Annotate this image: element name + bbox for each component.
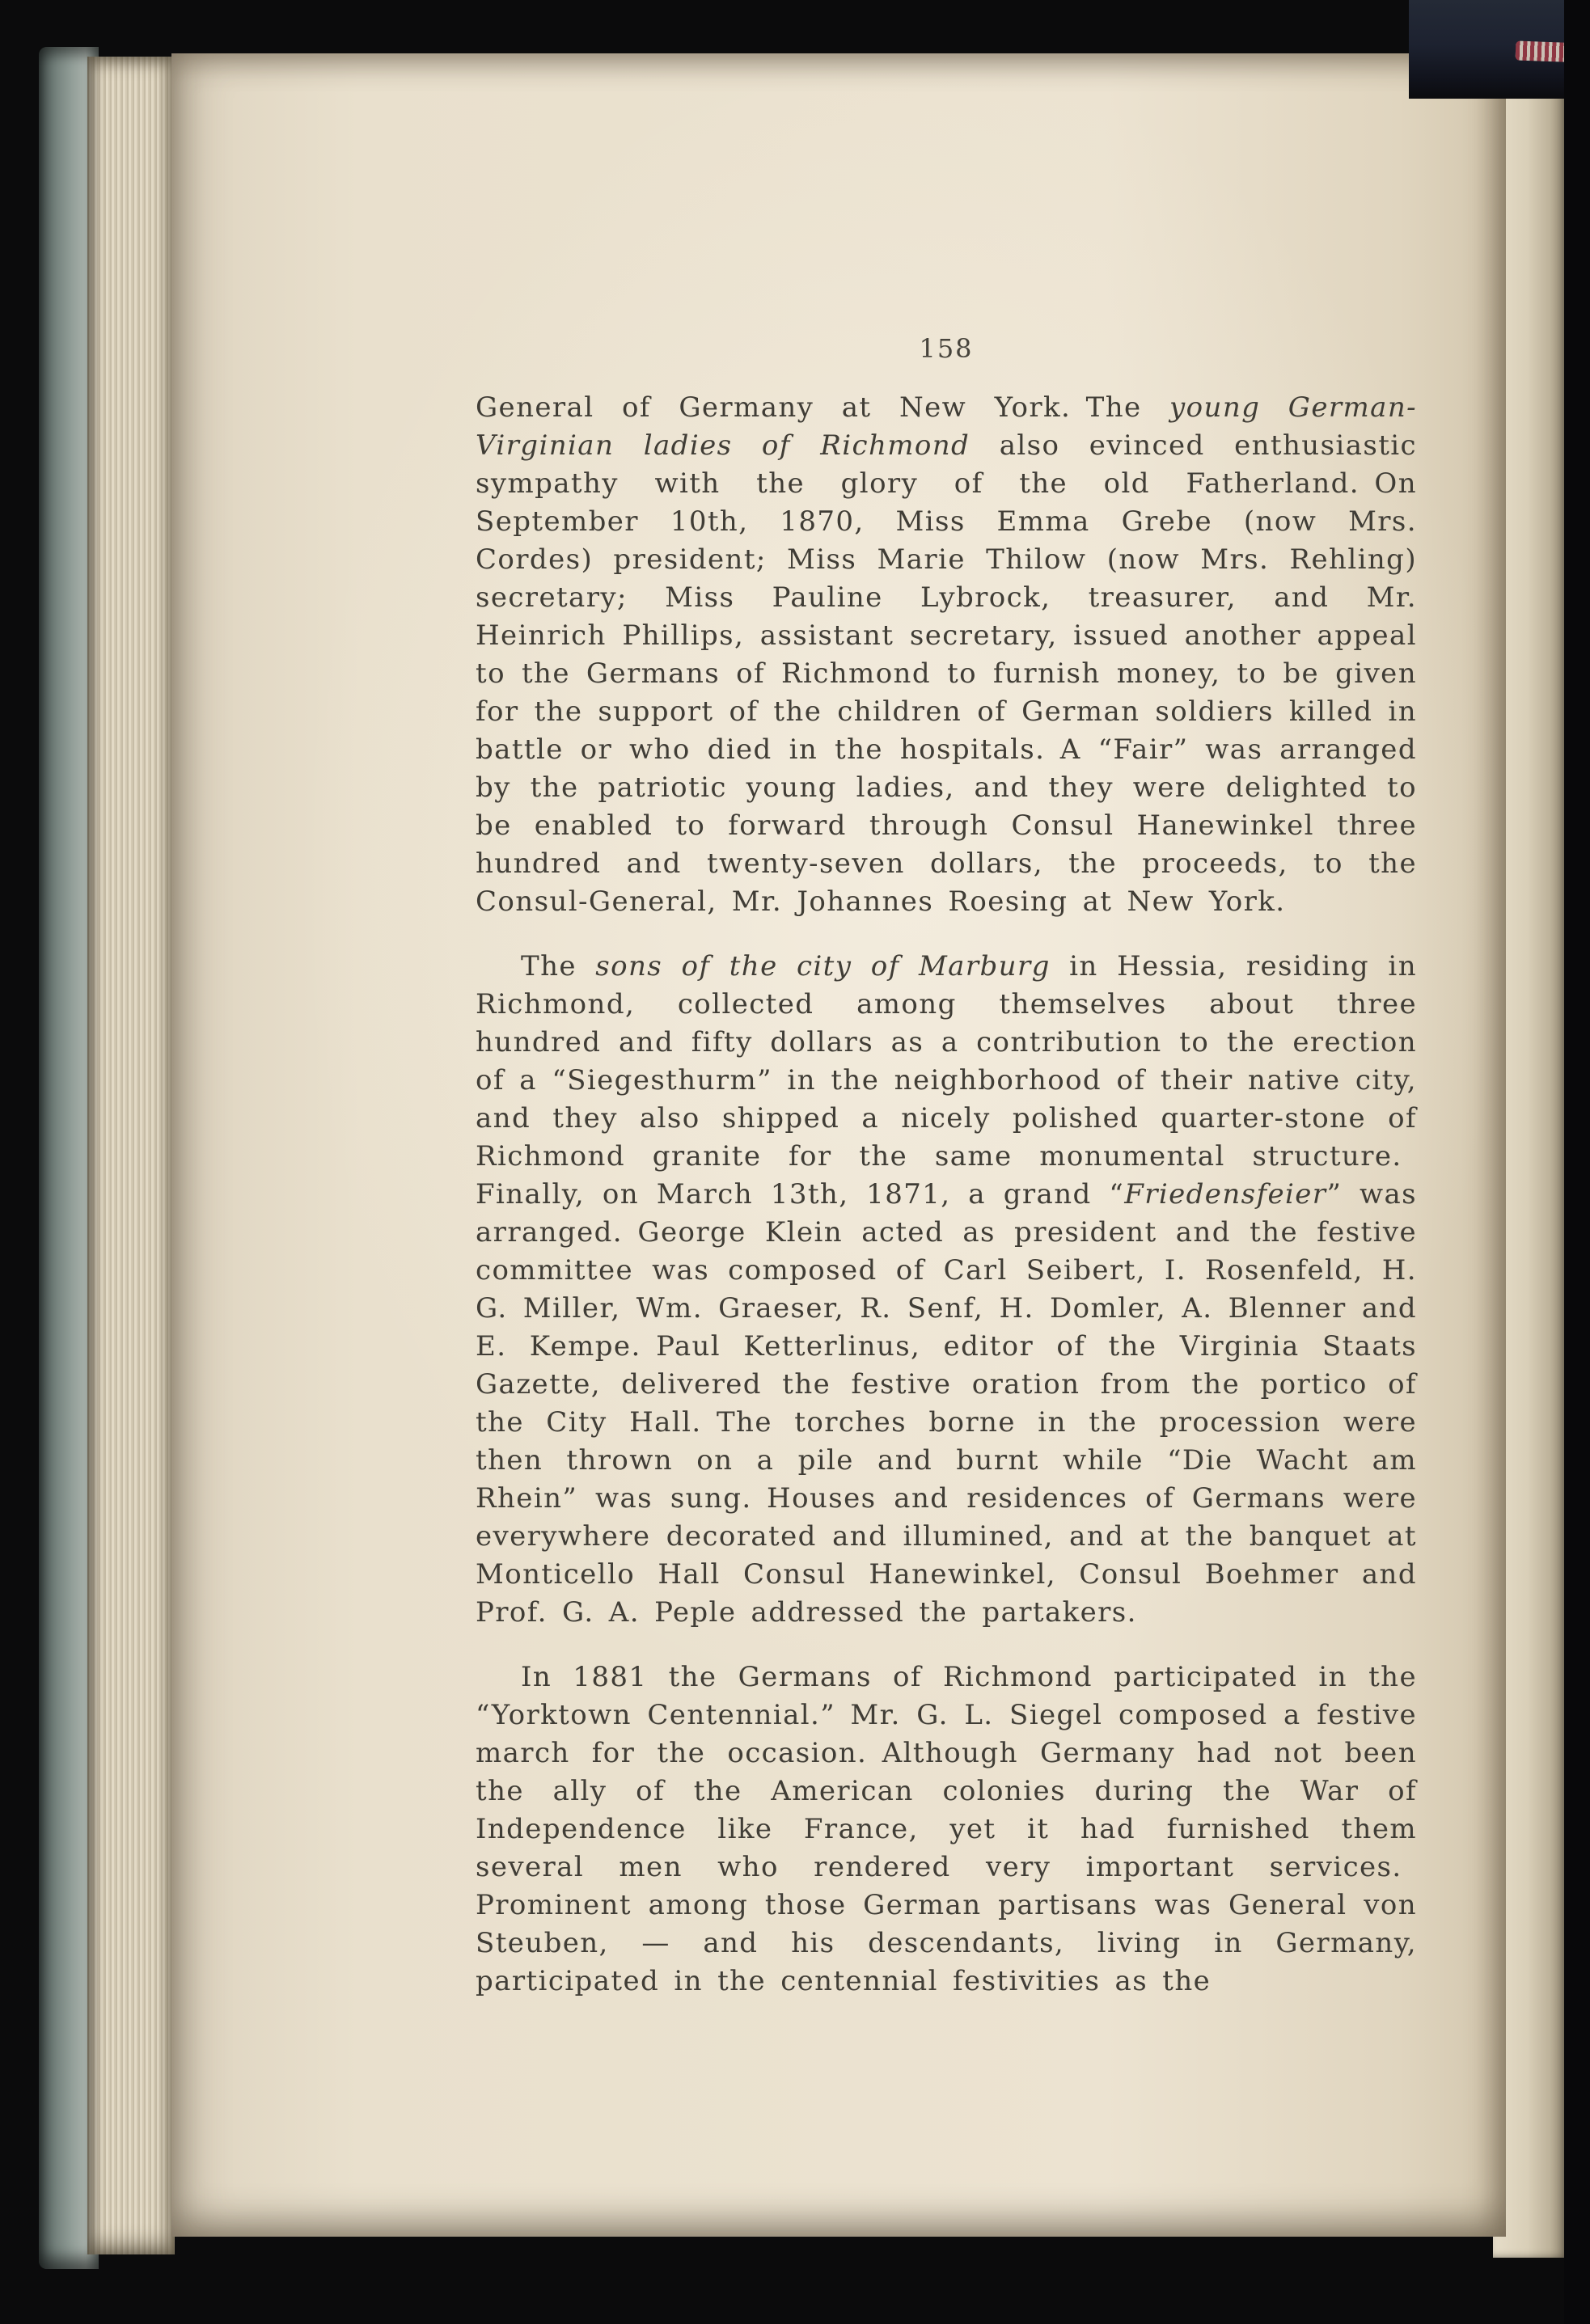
- book-page: [171, 53, 1506, 2237]
- paragraph-yorktown-centennial: In 1881 the Germans of Richmond participated in the “Yorktown Centennial.” Mr. G. L. Siegel composed a festive march for the occasion. Although Germany had not been the ally of the American colonies during the War of Independence like France, yet it had furnished them several men who rendered very important services. Prominent among those German partisans was General von Steuben, — and his descendants, living in Germany, participated in the centennial festivities as the: [476, 1661, 1417, 1997]
- page-stack-edges: [87, 57, 175, 2254]
- paragraph-german-virginian-ladies: General of Germany at New York. The young German-Virginian ladies of Richmond also evinced enthusiastic sympathy with the glory of the old Fatherland. On September 10th, 1870, Miss Emma Grebe (now Mrs. Cordes) president; Miss Marie Thilow (now Mrs. Rehling) secretary; Miss Pauline Lybrock, treasurer, and Mr. Heinrich Phillips, assistant secretary, issued another appeal to the Germans of Richmond to furnish money, to be given for the support of the children of German soldiers killed in battle or who died in the hospitals. A “Fair” was arranged by the patriotic young ladies, and they were delighted to be enabled to forward through Consul Hanewinkel three hundred and twenty-seven dollars, the proceeds, to the Consul-General, Mr. Johannes Roesing at New York.: [476, 391, 1417, 918]
- book-cover-right-edge: [1564, 0, 1590, 2324]
- paragraph-sons-of-marburg: The sons of the city of Marburg in Hessia, residing in Richmond, collected among themselves about three hundred and fifty dollars as a contribution to the erection of a “Siegesthurm” in the neighborhood of their native city, and they also shipped a nicely polished quarter-stone of Richmond granite for the same monumental structure. Finally, on March 13th, 1871, a grand “Friedensfeier” was arranged. George Klein acted as president and the festive committee was composed of Carl Seibert, I. Rosenfeld, H. G. Miller, Wm. Graeser, R. Senf, H. Domler, A. Blenner and E. Kempe. Paul Ketterlinus, editor of the Virginia Staats Gazette, delivered the festive oration from the portico of the City Hall. The torches borne in the procession were then thrown on a pile and burnt while “Die Wacht am Rhein” was sung. Houses and residences of Germans were everywhere decorated and illumined, and at the banquet at Monticello Hall Consul Hanewinkel, Consul Boehmer and Prof. G. A. Peple addressed the partakers.: [476, 950, 1417, 1629]
- page-text-block: [476, 330, 1417, 2001]
- page-number: 158: [919, 333, 974, 364]
